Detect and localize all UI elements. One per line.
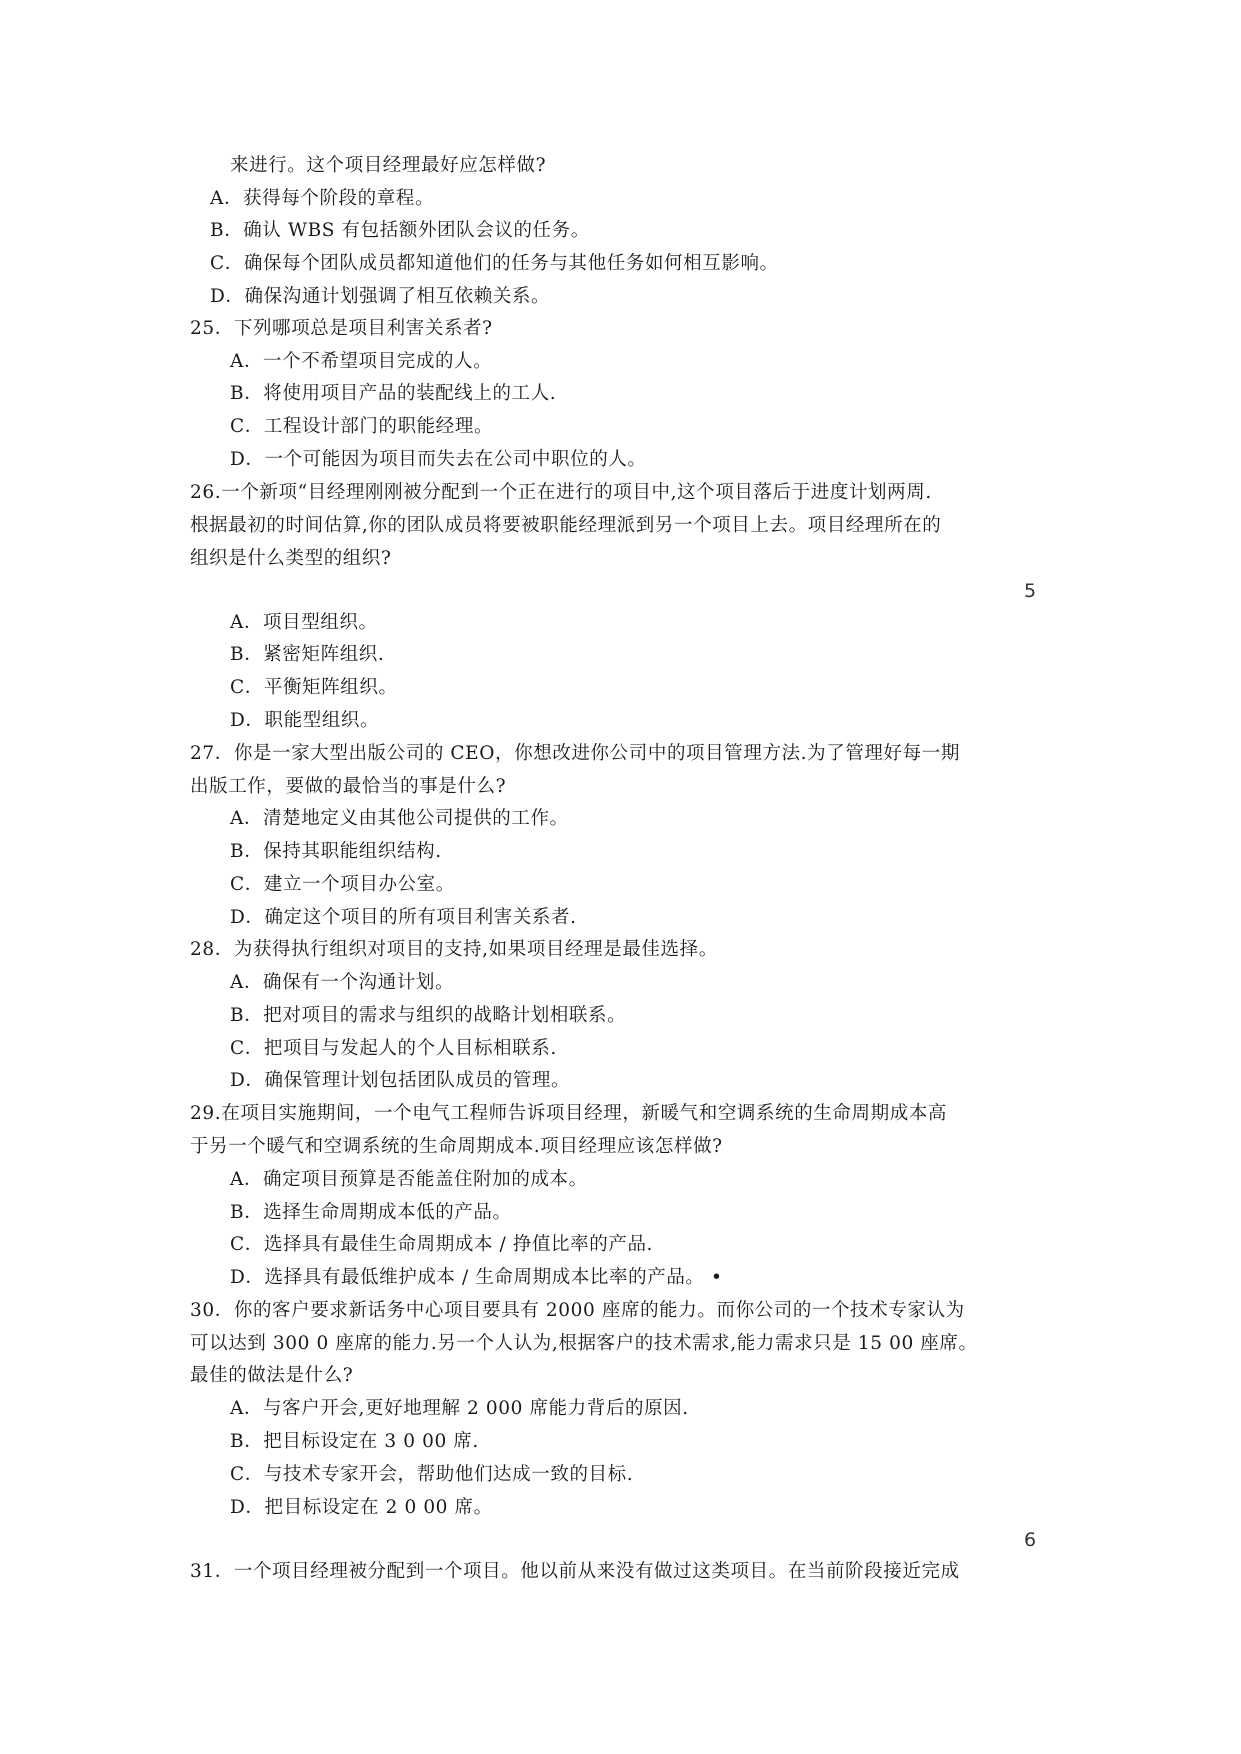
page-number: 6 [1024,1529,1037,1551]
text-line: C．平衡矩阵组织。 [230,677,398,698]
text-line: A．清楚地定义由其他公司提供的工作。 [230,808,569,829]
text-line: 组织是什么类型的组织? [190,548,392,569]
text-line: A．确保有一个沟通计划。 [230,972,455,993]
text-line: D．职能型组织。 [230,710,380,731]
text-line: C．与技术专家开会，帮助他们达成一致的目标. [230,1464,634,1485]
text-line: B．确认 WBS 有包括额外团队会议的任务。 [210,220,590,241]
text-line: C．确保每个团队成员都知道他们的任务与其他任务如何相互影响。 [210,253,779,274]
text-line: B．保持其职能组织结构. [230,841,442,862]
text-line: D．选择具有最低维护成本 / 生命周期成本比率的产品。 • [230,1267,723,1288]
text-line: B．把目标设定在 3 0 00 席. [230,1431,479,1452]
text-line: 于另一个暖气和空调系统的生命周期成本.项目经理应该怎样做? [190,1136,723,1157]
text-line: D．确保管理计划包括团队成员的管理。 [230,1070,571,1091]
text-line: D．一个可能因为项目而失去在公司中职位的人。 [230,449,647,470]
text-line: 最佳的做法是什么? [190,1365,354,1386]
text-line: 28．为获得执行组织对项目的支持,如果项目经理是最佳选择。 [190,939,718,960]
text-line: 来进行。这个项目经理最好应怎样做? [230,155,547,176]
text-line: C．工程设计部门的职能经理。 [230,416,494,437]
text-line: 31．一个项目经理被分配到一个项目。他以前从来没有做过这类项目。在当前阶段接近完成 [190,1561,960,1582]
text-line: D．确定这个项目的所有项目利害关系者. [230,907,577,928]
text-line: 出版工作，要做的最恰当的事是什么? [190,776,507,797]
text-line: A．项目型组织。 [230,612,378,633]
text-line: A．与客户开会,更好地理解 2 000 席能力背后的原因. [230,1398,689,1419]
text-line: B．选择生命周期成本低的产品。 [230,1202,512,1223]
page-number: 5 [1024,580,1037,602]
text-line: 可以达到 300 0 座席的能力.另一个人认为,根据客户的技术需求,能力需求只是 15 00 座席。 [190,1333,978,1354]
text-line: C．把项目与发起人的个人目标相联系. [230,1038,557,1059]
text-line: A．确定项目预算是否能盖住附加的成本。 [230,1169,588,1190]
text-line: B．紧密矩阵组织. [230,644,385,665]
text-line: 26.一个新项“目经理刚刚被分配到一个正在进行的项目中,这个项目落后于进度计划两周. [190,482,932,503]
text-line: C．选择具有最佳生命周期成本 / 挣值比率的产品. [230,1234,654,1255]
text-line: 27．你是一家大型出版公司的 CEO，你想改进你公司中的项目管理方法.为了管理好每一期 [190,743,960,764]
text-line: A．获得每个阶段的章程。 [210,188,435,209]
text-line: 25．下列哪项总是项目利害关系者? [190,318,493,339]
text-line: 根据最初的时间估算,你的团队成员将要被职能经理派到另一个项目上去。项目经理所在的 [190,515,942,536]
text-line: B．把对项目的需求与组织的战略计划相联系。 [230,1005,627,1026]
text-line: D．确保沟通计划强调了相互依赖关系。 [210,286,551,307]
text-line: A．一个不希望项目完成的人。 [230,351,493,372]
text-line: B．将使用项目产品的装配线上的工人. [230,383,557,404]
text-line: C．建立一个项目办公室。 [230,874,455,895]
text-line: D．把目标设定在 2 0 00 席。 [230,1497,493,1518]
text-line: 29.在项目实施期间，一个电气工程师告诉项目经理，新暖气和空调系统的生命周期成本高 [190,1103,948,1124]
text-line: 30．你的客户要求新话务中心项目要具有 2000 座席的能力。而你公司的一个技术专家认为 [190,1300,965,1321]
